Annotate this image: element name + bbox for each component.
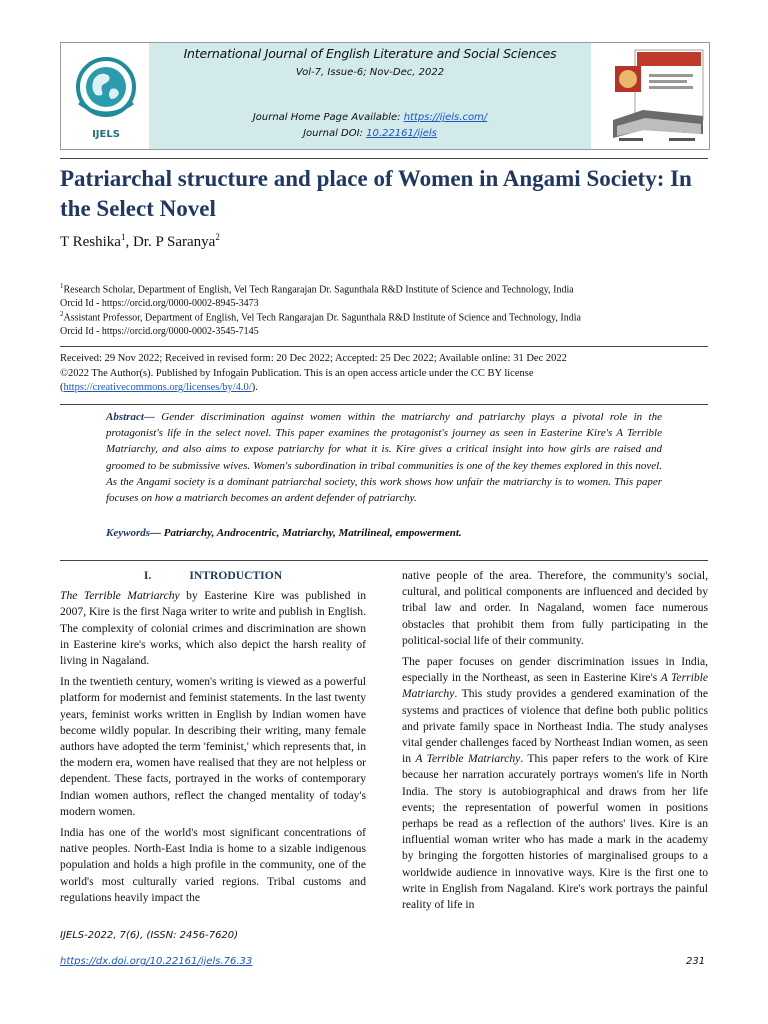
book-title: A Terrible Matriarchy: [402, 671, 708, 701]
footer-doi-link[interactable]: https://dx.doi.org/10.22161/ijels.76.33: [60, 956, 253, 967]
paragraph: native people of the area. Therefore, the community's social, cultural, and political components are influenced and decided by tribal law and order. In Nagaland, women face numerous obstacles that prohibit them from fully participating in the political-social life of their community.: [402, 569, 708, 647]
paragraph: [60, 588, 366, 669]
author-sup: 1: [120, 232, 126, 242]
author-name: Dr. P Saranya: [132, 234, 216, 250]
paragraph-text: by Easterine Kire was published in 2007, Kire is the first Naga writer to write and publish in English. The complexity of colonial crimes and discrimination are shown in Easterine kire's works, which also depict the harsh reality of living in Nagaland.: [60, 589, 366, 668]
journal-volume: Vol-7, Issue-6; Nov-Dec, 2022: [295, 67, 445, 78]
journal-doi-link[interactable]: 10.22161/ijels: [366, 128, 437, 139]
keywords: [106, 527, 662, 539]
article-dates: [60, 352, 708, 396]
body-column-right: [402, 568, 708, 918]
section-title: INTRODUCTION: [189, 569, 283, 582]
affiliation-text: Research Scholar, Department of English, Vel Tech Rangarajan Dr. Sagunthala R&D Institute of Science and Technology, India: [63, 284, 574, 296]
author-sup: 2: [215, 232, 220, 242]
author-separator: ,: [125, 234, 133, 250]
journal-home-line: [149, 112, 591, 123]
keywords-label: Keywords: [106, 527, 150, 539]
abstract: [106, 409, 662, 506]
license-paren: ).: [251, 382, 258, 393]
section-heading: [60, 568, 366, 584]
abstract-label: Abstract: [106, 411, 144, 423]
paragraph-text: . This study provides a gendered examination of the systems and practices of violence that define both public politics and private family space in Northeast India. The study analyses vital gender challenges faced by Northeast Indian women, as seen in: [402, 687, 708, 766]
keywords-text: — Patriarchy, Androcentric, Matriarchy, Matrilineal, empowerment.: [150, 527, 462, 539]
book-title: The Terrible Matriarchy: [60, 589, 180, 603]
authors: [60, 232, 220, 251]
affiliation-2: [60, 307, 708, 339]
paper-title: Patriarchal structure and place of Women in Angami Society: In the Select Novel: [60, 166, 692, 221]
affiliation-text: Assistant Professor, Department of English, Vel Tech Rangarajan Dr. Sagunthala R&D Institute of Science and Technology, India: [63, 312, 581, 324]
license-paren: (: [60, 382, 64, 393]
page-number: 231: [686, 956, 706, 967]
abstract-dash: —: [143, 411, 162, 423]
license-link[interactable]: https://creativecommons.org/licenses/by/4.0/: [63, 382, 252, 393]
abstract-text: Gender discrimination against women within the matriarchy and patriarchy plays a pivotal role in the protagonist's life in the select novel. This paper examines the protagonist's journey as seen in Easterine Kire's A Terrible Matriarchy, and also aims to expose patriarchy for what it is. Kire gives a critical insight into how girls are raised and groomed to be submissive wives. Women's subordination in tribal communities is one of the key themes explored in this novel. As the Angami society is a dominant patriarchal society, this work shows how unfair the matriarchy is to women. This paper focuses on how a matriarch becomes an ardent defender of patriarchy.: [106, 411, 662, 505]
doi-label: Journal DOI:: [303, 128, 367, 139]
divider: [60, 560, 708, 561]
divider: [60, 346, 708, 347]
journal-header: [60, 42, 710, 150]
body-column-left: [60, 568, 366, 911]
received-dates: Received: 29 Nov 2022; Received in revised form: 20 Dec 2022; Accepted: 25 Dec 2022; Available online: 31 Dec 2022: [60, 353, 567, 364]
divider: [60, 404, 708, 405]
affiliation-sup: 1: [60, 282, 64, 290]
paragraph: [402, 654, 708, 913]
footer-citation: IJELS-2022, 7(6), (ISSN: 2456-7620): [60, 930, 239, 941]
author-name: T Reshika: [60, 234, 121, 250]
orcid-link[interactable]: Orcid Id - https://orcid.org/0000-0002-8945-3473: [60, 298, 259, 310]
orcid-link[interactable]: Orcid Id - https://orcid.org/0000-0002-3545-7145: [60, 326, 259, 338]
paragraph: In the twentieth century, women's writing is viewed as a powerful platform for modernist and feminist statements. In the last twenty years, feminist works written in English by Indian women have become wildly popular. In describing their writing, many female authors have adopted the term 'feminist,' which represents that, in the modern era, women have realised that they are not helpless or dependent. These facts, portrayed in the works of contemporary Indian women authors, reflect the changed mentality of today's modern women.: [60, 675, 366, 818]
journal-doi-line: [149, 128, 591, 139]
home-page-link[interactable]: https://ijels.com/: [403, 112, 488, 123]
journal-cover-image: [609, 46, 707, 146]
book-title: A Terrible Matriarchy: [415, 752, 521, 766]
paragraph: India has one of the world's most significant concentrations of native peoples. North-East India is home to a sizable indigenous population and holds a high profile in the community, one of the world's most culturally varied regions. Tribal customs and regulations heavily impact the: [60, 826, 366, 904]
affiliation-sup: 2: [60, 310, 64, 318]
paragraph-text: The paper focuses on gender discrimination issues in India, especially in the Northeast, as seen in Easterine Kire's: [402, 655, 708, 685]
license-line: [60, 381, 708, 396]
svg-text:IJELS: IJELS: [92, 129, 120, 140]
home-label: Journal Home Page Available:: [252, 112, 404, 123]
ijels-logo: [75, 51, 137, 141]
paragraph-text: . This paper refers to the work of Kire because her narration accurately portrays women's life in North India. The story is autobiographical and draws from her life events; the representation of powerful women in positions perhaps be read as a reflection of the authors' lives. Kire is an influential woman writer who has made a mark in the academy by bringing the forgotten histories of marginalised groups to a worldwide audience in innovative ways. Kire is the first one to write in English from Nagaland. Kire's work portrays the painful reality of life in: [402, 752, 708, 912]
journal-title: International Journal of English Literature and Social Sciences: [183, 46, 557, 61]
copyright-notice: ©2022 The Author(s). Published by Infogain Publication. This is an open access article under the CC BY license: [60, 367, 534, 379]
section-number: I.: [143, 569, 152, 582]
divider: [60, 158, 708, 159]
